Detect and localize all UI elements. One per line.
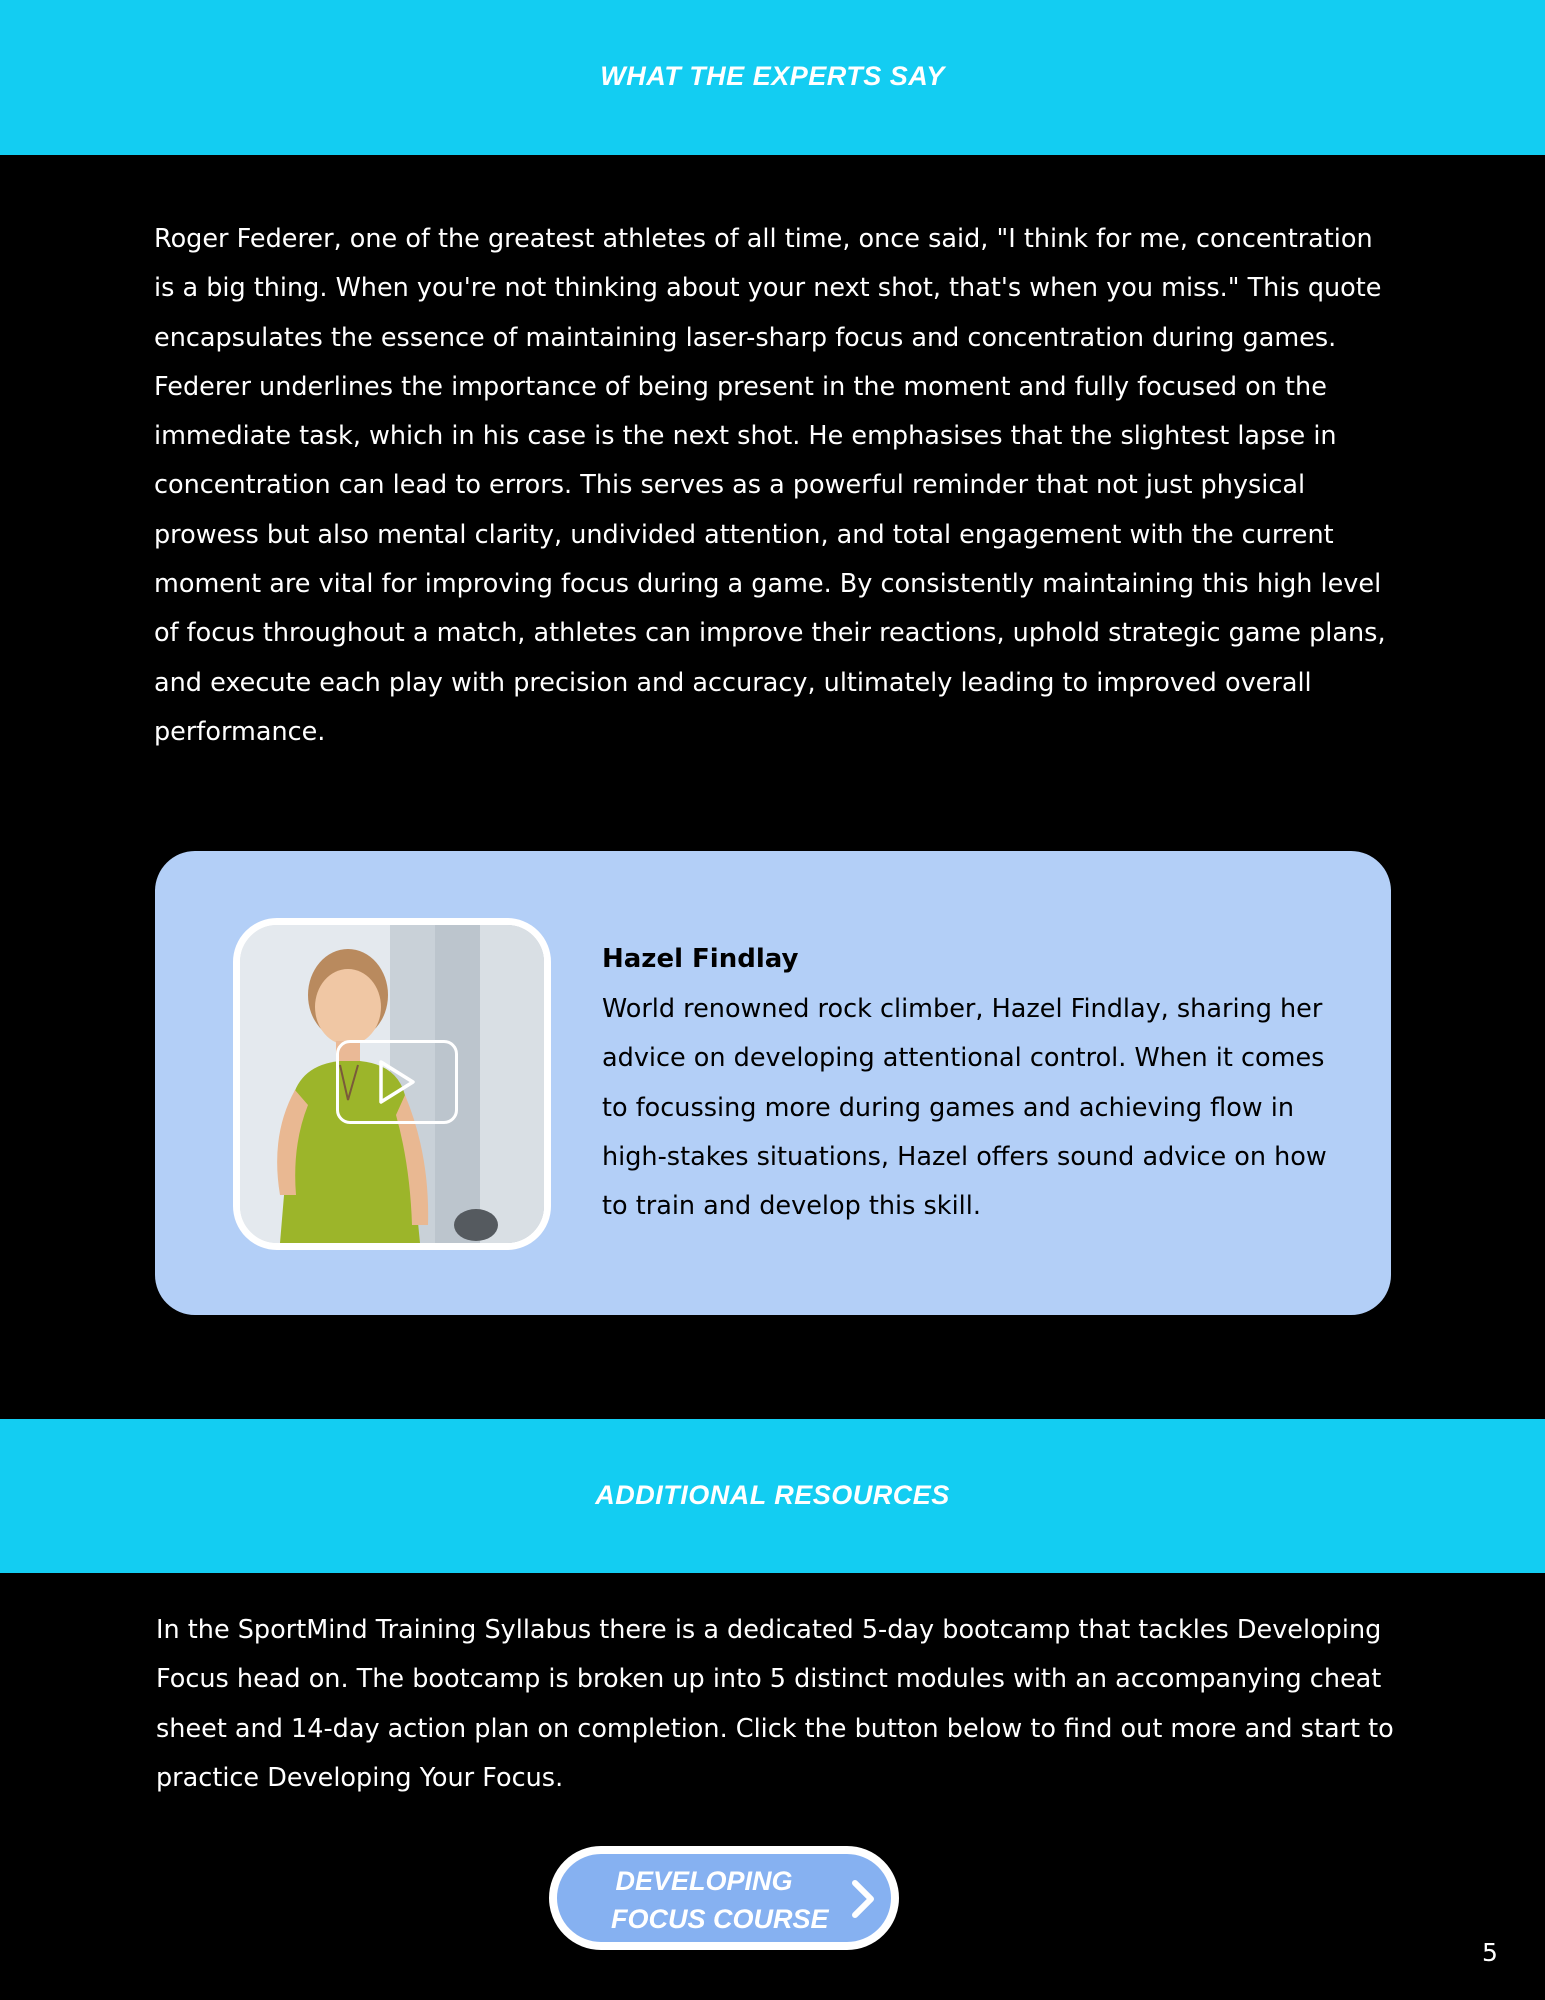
expert-description: World renowned rock climber, Hazel Findlay, sharing her advice on developing attentional control. When it comes to focussing more during games and achieving flow in high-stakes situations, Hazel offers sound advice on how to train and develop this skill. bbox=[602, 994, 1327, 1222]
chevron-right-icon bbox=[850, 1879, 876, 1919]
intro-paragraph: Roger Federer, one of the greatest athletes of all time, once said, "I think for me, concentration is a big thing. When you're not thinking about your next shot, that's when you miss." This quote encapsulates the essence of maintaining laser-sharp focus and concentration during games. Federer underlines the importance of being present in the moment and fully focused on the immediate task, which in his case is the next shot. He emphasises that the slightest lapse in concentration can lead to errors. This serves as a powerful reminder that not just physical prowess but also mental clarity, undivided attention, and total engagement with the current moment are vital for improving focus during a game. By consistently maintaining this high level of focus throughout a match, athletes can improve their reactions, uphold strategic game plans, and execute each play with precision and accuracy, ultimately leading to improved overall performance. bbox=[154, 224, 1386, 747]
expert-name: Hazel Findlay bbox=[602, 944, 799, 974]
section-title-experts: WHAT THE EXPERTS SAY bbox=[600, 61, 945, 91]
expert-card bbox=[155, 851, 1391, 1315]
play-button[interactable] bbox=[336, 1040, 458, 1124]
course-button-label bbox=[611, 1862, 829, 1938]
video-thumbnail[interactable] bbox=[233, 918, 551, 1250]
page-number: 5 bbox=[1482, 1938, 1498, 1967]
play-icon bbox=[375, 1058, 419, 1106]
resources-band bbox=[0, 1419, 1545, 1573]
header-band bbox=[0, 0, 1545, 155]
section-title-resources: ADDITIONAL RESOURCES bbox=[595, 1479, 950, 1510]
course-button-line-1: DEVELOPING bbox=[615, 1866, 793, 1896]
developing-focus-course-button[interactable] bbox=[549, 1846, 899, 1950]
resources-paragraph: In the SportMind Training Syllabus there is a dedicated 5-day bootcamp that tackles Developing Focus head on. The bootcamp is broken up into 5 distinct modules with an accompanying cheat sheet and 14-day action plan on completion. Click the button below to find out more and start to practice Developing Your Focus. bbox=[156, 1615, 1394, 1793]
course-button-line-2: FOCUS COURSE bbox=[611, 1904, 829, 1934]
